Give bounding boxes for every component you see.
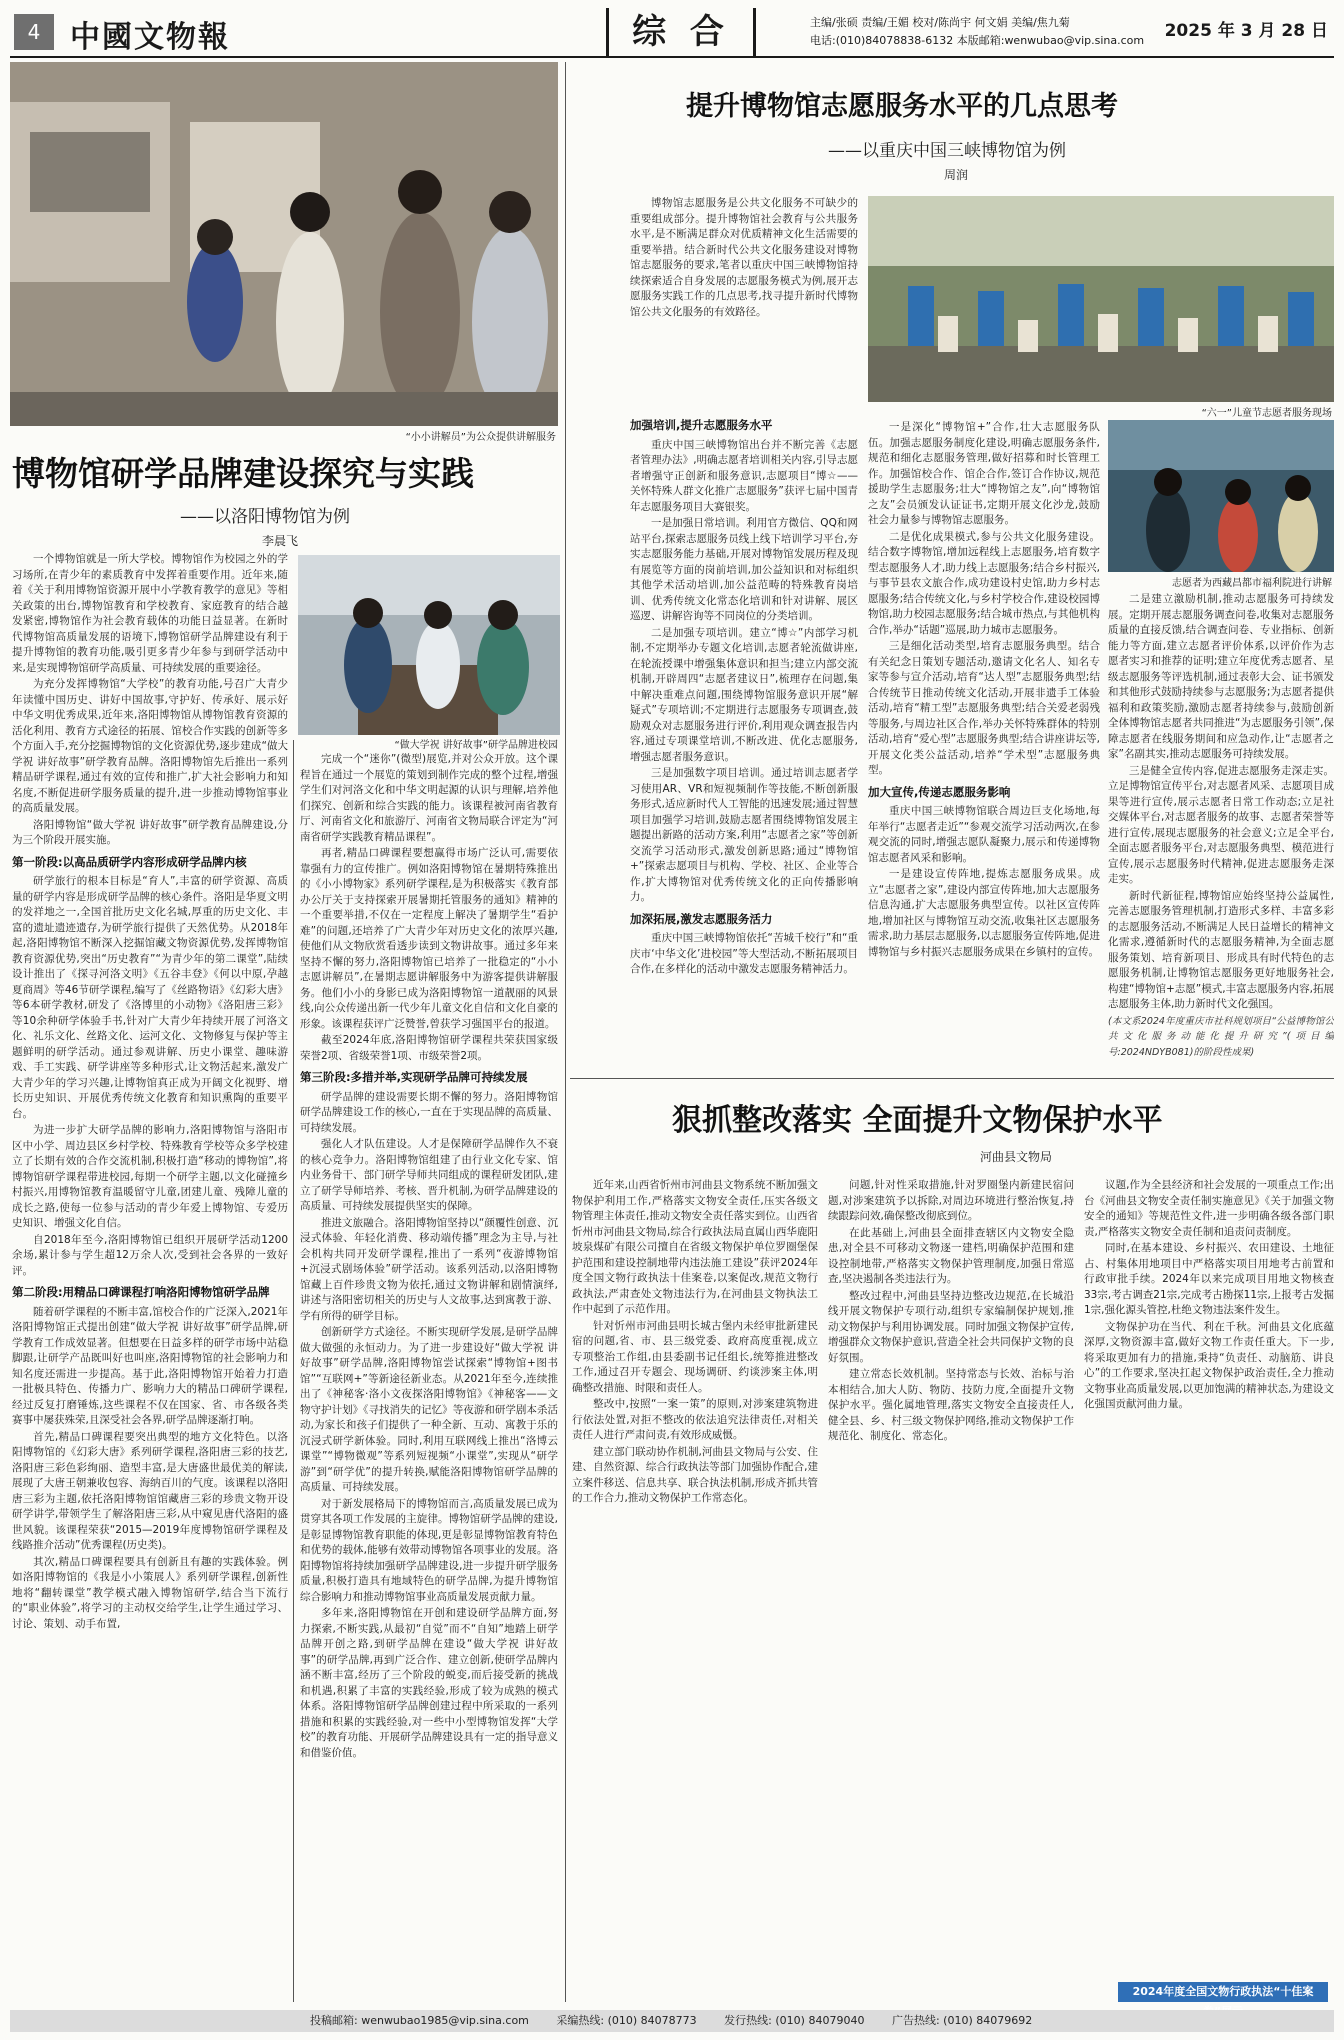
- article2-section2-paragraphs: [630, 931, 858, 978]
- article2-section1-paragraphs: [630, 438, 858, 906]
- paragraph: 整改过程中,河曲县坚持边整改边规范,在长城沿线开展文物保护专项行动,组织专家编制保护规划,推动文物保护与利用协调发展。同时加强文物保护宣传,增强群众文物保护意识,营造全社会共同保护文物的良好氛围。: [828, 1289, 1074, 1364]
- lead-photo-caption: “小小讲解员”为公众提供讲解服务: [405, 432, 556, 443]
- paragraph: 在此基础上,河曲县全面排查辖区内文物安全隐患,对全县不可移动文物逐一建档,明确保护范围和建设控制地带,严格落实文物保护管理制度,加强日常巡查,坚决遏制各类违法行为。: [828, 1226, 1074, 1285]
- article-divider-vertical: [565, 62, 566, 2002]
- paragraph: 再者,精品口碑课程要想赢得市场广泛认可,需要依靠强有力的宣传推广。例如洛阳博物馆在暑期特殊推出的《小小博物家》系列研学课程,是为积极落实《教育部办公厅关于支持探索开展暑期托管服务的通知》精神的一个重要举措,不仅在一定程度上解决了暑期学生“看护难”的问题,还培养了广大青少年对历史文化的浓厚兴趣,使他们从文物欣赏看透步读到文物讲故事。通过多年来坚持不懈的努力,洛阳博物馆已培养了一批稳定的“小小志愿讲解员”,在暑期志愿讲解服务中为游客提供讲解服务。他们小小的身影已成为洛阳博物馆一道靓丽的风景线,向公众传递出新一代少年儿童文化自信和文化自豪的形象。该课程获评广泛赞誉,曾获学习强国平台的报道。: [300, 847, 558, 1030]
- photo-childrens-day-volunteers: [868, 196, 1334, 402]
- article2-column-3: [1108, 592, 1334, 1072]
- article-divider-horizontal: [570, 1078, 1334, 1079]
- article1-author: 李晨飞: [262, 534, 299, 548]
- editors-line: 主编/张硕 责编/王媚 校对/陈尚宇 何文娟 美编/焦九菊: [810, 16, 1070, 29]
- paragraph: 创新研学方式途径。不断实现研学发展,是研学品牌做大做强的永恒动力。为了进一步建设好“做大学祝 讲好故事”研学品牌,洛阳博物馆尝试探索“博物馆+图书馆”“互联网+”等新途径新业态。从2021年至今,连续推出了《神秘客·洛小文夜探洛阳博物馆》《神秘客——文物守护计划》《寻找消失的记忆》等夜游和研学剧本杀活动,为家长和孩子们提供了一种全新、互动、寓教于乐的沉浸式研学新体验。同时,利用互联网线上推出“洛博云课堂”“博物微观”等系列短视频“小课堂”,实现从“研学游”到“研学优”的提升转换,赋能洛阳博物馆研学品牌的高质量、可持续发展。: [300, 1326, 558, 1493]
- article3-column-3: [1084, 1178, 1334, 1978]
- article3-col2-paragraphs: [828, 1178, 1074, 1445]
- volunteer-photo-illustration: [1108, 420, 1334, 572]
- article3-column-1: [572, 1178, 818, 2004]
- paragraph: 三是细化活动类型,培育志愿服务典型。结合有关纪念日策划专题活动,邀请文化名人、知名专家等参与宣介活动,培育“达人型”志愿服务典型;结合传统节日推动传统文化活动,开展非遗手工体验活动,培育“精工型”志愿服务典型;结合关爱老弱残等服务,与周边社区合作,举办关怀特殊群体的特别活动,培育“爱心型”志愿服务典型;结合讲座讲坛等,开展文化类公益活动,培养“学术型”志愿服务典型。: [868, 640, 1100, 776]
- paragraph: 博物馆志愿服务是公共文化服务不可缺少的重要组成部分。提升博物馆社会教育与公共服务水平,是不断满足群众对优质精神文化生活需要的重要举措。结合新时代公共文化服务建设对博物馆志愿服务的要求,笔者以重庆中国三峡博物馆持续探索适合自身发展的志愿服务模式为例,展开志愿服务实践工作的几点思考,找寻提升新时代博物馆公共文化服务的有效路径。: [630, 197, 858, 318]
- paragraph: 三是健全宣传内容,促进志愿服务走深走实。立足博物馆宣传平台,对志愿者风采、志愿项目成果等进行宣传,展示志愿者日常工作动态;立足社交媒体平台,对志愿者服务的故事、志愿者荣誉等进行宣传,展现志愿服务的社会意义;立足全平台,全面志愿者服务平台,对志愿服务典型、模范进行宣传,展示志愿服务时代精神,促进志愿服务走深走实。: [1108, 764, 1334, 885]
- article3-author: 河曲县文物局: [980, 1150, 1053, 1164]
- footer-distribution-hotline: 发行热线: (010) 84079040: [724, 2014, 865, 2027]
- paragraph: 洛阳博物馆“做大学祝 讲好故事”研学教育品牌建设,分为三个阶段开展实施。: [12, 818, 288, 846]
- paragraph: 整改中,按照“一案一策”的原则,对涉案建筑物进行依法处置,对拒不整改的依法追究法律责任,对相关责任人进行严肃问责,有效形成威慑。: [572, 1398, 818, 1441]
- paragraph: 对于新发展格局下的博物馆而言,高质量发展已成为贯穿其各项工作发展的主旋律。博物馆研学品牌的建设,是彰显博物馆教育职能的体现,更是彰显博物馆教育特色和优势的载体,能够有效带动博物馆各项事业的发展。洛阳博物馆将持续加强研学品牌建设,进一步提升研学服务质量,积极打造具有地域特色的研学品牌,为提升博物馆综合影响力和推动博物馆事业高质量发展贡献力量。: [300, 1497, 558, 1603]
- footer-submission-email: 投稿邮箱: wenwubao1985@vip.sina.com: [310, 2014, 529, 2027]
- article2-column-1: [630, 412, 858, 1072]
- paragraph: 推进文旅融合。洛阳博物馆坚持以“颜覆性创意、沉浸式体验、年轻化消费、移动端传播”理念为主导,与社会机构共同开发研学课程,推出了一系列“夜游博物馆+沉浸式剧场体验”研学活动。该系列活动,以洛阳博物馆藏上百件珍贵文物为依托,通过文物讲解和剧情演绎,讲述与洛阳密切相关的历史与人文故事,达到寓教于游、学有所得的研学目标。: [300, 1216, 558, 1322]
- article2-section3-paragraphs: [868, 804, 1100, 960]
- contact-line: 电话:(010)84078838-6132 本版邮箱:wenwubao@vip.sina.com: [810, 34, 1145, 47]
- article2-funding-note: (本文系2024年度重庆市社科规划项目“公益博物馆公共文化服务动能化提升研究”(项目编号:2024NDYB081)的阶段性成果): [1108, 1015, 1334, 1058]
- article1-column-1: [12, 552, 288, 2000]
- paragraph: 完成一个“迷你”(微型)展览,并对公众开放。这个课程旨在通过一个展览的策划到制作完成的整个过程,增强学生们对河洛文化和中华文明起源的认识与理解,培养他们探究、创新和综合实践的能力。该课程被河南省教育厅、河南省文化和旅游厅、河南省文物局联合评定为“河南省研学实践教育精品课程”。: [300, 753, 558, 843]
- photo-volunteer-explaining: [1108, 420, 1334, 572]
- footer-editorial-hotline: 采编热线: (010) 84078773: [556, 2014, 697, 2027]
- campus-photo-caption: “做大学祝 讲好故事”研学品牌进校园: [394, 740, 558, 751]
- paragraph: 建立部门联动协作机制,河曲县文物局与公安、住建、自然资源、综合行政执法等部门加强协作配合,建立案件移送、信息共享、联合执法机制,形成齐抓共管的工作合力,推动文物保护工作常态化。: [572, 1445, 818, 1504]
- paragraph: 重庆中国三峡博物馆出台并不断完善《志愿者管理办法》,明确志愿者培训相关内容,引导志愿者增强守正创新和服务意识,志愿项目“博☆——关怀特殊人群文化推广志愿服务”获评七届中国青年志愿服务项目大赛银奖。: [630, 438, 858, 513]
- article1-section3-heading: 第三阶段:多措并举,实现研学品牌可持续发展: [300, 1070, 528, 1084]
- award-badge: 2024年度全国文物行政执法“十佳案: [1118, 1982, 1328, 2002]
- page-header: [10, 8, 1334, 58]
- paragraph: 重庆中国三峡博物馆依托“苦城千校行”和“重庆市‘中华文化’进校园”等大型活动,不断拓展项目合作,在多样化的活动中激发志愿服务精神活力。: [630, 932, 858, 975]
- paragraph: 研学旅行的根本目标是“育人”,丰富的研学资源、高质量的研学内容是形成研学品牌的核心条件。洛阳是华夏文明的发祥地之一,全国首批历史文化名城,厚重的历史文化、丰富的遗址遗迹遗存,为研学旅行提供了天然优势。从2018年起,洛阳博物馆不断深入挖掘馆藏文物资源优势,发挥博物馆教育资源优势,突出“历史教育”“为青少年的第二课堂”,陆续设计推出了《探寻河洛文明》《五谷丰登》《何以中原,孕越夏商周》等46节研学课程,编写了《丝路物语》《幻彩大唐》等6本研学教材,研发了《洛博里的小动物》《洛阳唐三彩》等10余种研学体验手书,针对广大青少年持续开展了河洛文化、礼乐文化、丝路文化、运河文化、文物修复与保护等主题鲜明的研学活动。通过参观讲解、历史小课堂、趣味游戏、手工实践、研学讲座等多种形式,让文物活起来,激发广大青少年的学习兴趣,让博物馆真正成为开阔文化视野、增长历史知识、开展优秀传统文化教育和知识熏陶的重要平台。: [12, 875, 288, 1120]
- paragraph: 一个博物馆就是一所大学校。博物馆作为校园之外的学习场所,在青少年的素质教育中发挥着重要作用。近年来,随着《关于利用博物馆资源开展中小学教育教学的意见》等相关政策的出台,博物馆教育和学校教育、家庭教育的结合越发紧密,博物馆作为社会教育载体的功能日益显著。在新时代博物馆高质量发展的语境下,博物馆研学品牌建设有利于提升博物馆的教育功能,吸引更多青少年参与到研学活动中来,是实现博物馆研学高质量、可持续发展的重要途径。: [12, 553, 288, 674]
- article2-section2-continued: [868, 420, 1100, 779]
- article1-subtitle: ——以洛阳博物馆为例: [180, 507, 350, 527]
- paragraph: 文物保护功在当代、利在千秋。河曲县文化底蕴深厚,文物资源丰富,做好文物工作责任重大。下一步,将采取更加有力的措施,秉持“负责任、动脑筋、讲良心”的工作要求,坚决扛起文物保护政治责任,全力推动文物事业高质量发展,以更加饱满的精神状态,为建设文化强国贡献河曲力量。: [1084, 1320, 1334, 1410]
- article3-title: 狠抓整改落实 全面提升文物保护水平: [672, 1103, 1163, 1138]
- paragraph: 一是深化“博物馆+”合作,壮大志愿服务队伍。加强志愿服务制度化建设,明确志愿服务条件,规范和细化志愿服务管理,做好招募和时长管理工作。加强馆校合作、馆企合作,签订合作协议,规范援助学生志愿服务;壮大“博物馆之友”,向“博物馆之友”会员颁发认证证书,定期开展文化沙龙,鼓励社会力量参与博物馆志愿服务。: [868, 421, 1100, 526]
- editors-info: [810, 14, 1144, 50]
- paragraph: 多年来,洛阳博物馆在开创和建设研学品牌方面,努力探索,不断实践,从最初“自觉”而不“自知”地踏上研学品牌开创之路,到研学品牌在建设“做大学祝 讲好故事”的研学品牌,再到广泛合作、建立创新,使研学品牌内涵不断丰富,经历了三个阶段的蜕变,而后接受新的挑战和机遇,积累了丰富的实践经验,形成了较为成熟的模式体系。洛阳博物馆研学品牌创建过程中所采取的一系列措施和积累的实践经验,对一些中小型博物馆发挥“大学校”的教育功能、开展研学品牌建设具有一定的指导意义和借鉴价值。: [300, 1607, 558, 1759]
- article1-title: 博物馆研学品牌建设探究与实践: [12, 454, 474, 493]
- campus-photo-illustration: [298, 555, 560, 735]
- article2-author: 周润: [944, 168, 969, 182]
- paragraph: 强化人才队伍建设。人才是保障研学品牌作久不衰的核心竞争力。洛阳博物馆组建了由行业文化专家、馆内业务骨干、部门研学导师共同组成的课程研发团队,建立了研学导师培养、考核、晋升机制,为研学品牌建设的高质量、可持续发展提供坚实的保障。: [300, 1138, 558, 1212]
- article3-col1-paragraphs: [572, 1178, 818, 1507]
- paragraph: 三是加强数字项目培训。通过培训志愿者学习使用AR、VR和短视频制作等技能,不断创新服务形式,适应新时代人工智能的迅速发展;通过智慧项目加强学习培训,鼓励志愿者围绕博物馆发展主题提出新路的活动方案,利用“志愿者之家”等创新交流学习活动形式,激发创新思路;通过“博物馆+”探索志愿项目与机构、学校、社区、企业等合作,扩大博物馆对优秀传统文化的正向传播影响力。: [630, 767, 858, 903]
- lead-photo-museum-visitors: [10, 62, 558, 426]
- article1-column-2: [300, 752, 558, 2002]
- childrens-day-photo-illustration: [868, 196, 1334, 402]
- paragraph: 截至2024年底,洛阳博物馆研学课程共荣获国家级荣誉2项、省级荣誉1项、市级荣誉2项。: [300, 1034, 558, 1062]
- paragraph: 研学品牌的建设需要长期不懈的努力。洛阳博物馆研学品牌建设工作的核心,一直在于实现品牌的高质量、可持续发展。: [300, 1090, 558, 1134]
- article1-col1b-paragraphs: [12, 874, 288, 1279]
- paragraph: 随着研学课程的不断丰富,馆校合作的广泛深入,2021年洛阳博物馆正式提出创建“做大学祝 讲好故事”研学品牌,研学教育工作成效显著。但想要在日益多样的研学市场中站稳脚跟,让研学产品既叫好也叫座,洛阳博物馆的社会影响力和知名度还需进一步提高。基于此,洛阳博物馆开始着力打造一批极具特色、传播力广、影响力大的精品口碑研学课程,经过反复打磨锤炼,这些课程不仅在国家、省、市各级各类赛事中屡获殊荣,且深受社会各界,研学品牌逐渐打响。: [12, 1305, 288, 1426]
- childrens-day-photo-caption: “六一”儿童节志愿者服务现场: [1201, 408, 1332, 419]
- volunteer-photo-caption: 志愿者为西藏昌都市福利院进行讲解: [1172, 578, 1332, 589]
- photo-campus-program: [298, 555, 560, 735]
- section-title: 综 合: [606, 8, 756, 56]
- paragraph: 二是加强专项培训。建立“博☆”内部学习机制,不定期举办专题文化培训,志愿者轮流做讲座,在轮流授课中增强集体意识和担当;建立内部交流机制,开辟周四“志愿者建议日”,梳理存在问题,集中解决重难点问题,围绕博物馆服务意识开展“解疑式”专项培训;不定期进行志愿服务专项调查,鼓励观众对志愿服务进行评价,利用观众调查报告内容,通过专项课堂培训,不断改进、优化志愿服务,增强志愿者服务意识。: [630, 626, 858, 763]
- article2-section2-heading: 加深拓展,激发志愿服务活力: [630, 911, 773, 926]
- paragraph: 新时代新征程,博物馆应始终坚持公益属性,完善志愿服务管理机制,打造形式多样、丰富多彩的志愿服务活动,不断满足人民日益增长的精神文化需求,遵循新时代的志愿服务精神,为全面志愿服务策划、培育新项目、形成具有时代特色的志愿服务机制,让博物馆志愿服务更好地服务社会,构建“博物馆+志愿”模式,丰富志愿服务内容,拓展志愿服务主体,助力新时代文化强国。: [1108, 889, 1334, 1010]
- page-footer: [10, 2010, 1334, 2032]
- paragraph: 一是加强日常培训。利用官方微信、QQ和网站平台,探索志愿服务员线上线下培训学习平台,夯实志愿服务能力基础,开展对博物馆发展历程及现有展览等方面的岗前培训,加公益知识和对标组织其他学术活动培训,加公益范畴的特殊教育岗培训、优秀传统文化常态化培训和针对讲解、展区巡逻、讲解咨询等不同岗位的分类培训。: [630, 517, 858, 622]
- article2-title: 提升博物馆志愿服务水平的几点思考: [686, 91, 1118, 122]
- footer-ad-hotline: 广告热线: (010) 84079692: [891, 2014, 1033, 2027]
- article2-section3-heading: 加大宣传,传递志愿服务影响: [868, 784, 1011, 799]
- article3-column-2: [828, 1178, 1074, 2004]
- paragraph: 首先,精品口碑课程要突出典型的地方文化特色。以洛阳博物馆的《幻彩大唐》系列研学课程,洛阳唐三彩的技艺,洛阳唐三彩色彩绚丽、造型丰富,是大唐盛世最优美的解读,展现了大唐王朝兼收包容、海纳百川的气度。该课程以洛阳唐三彩为主题,依托洛阳博物馆馆藏唐三彩的珍贵文物开设研学讲学,带领学生了解洛阳唐三彩,从中窥见唐代洛阳的盛世风貌。该课程荣获“2015—2019年度博物馆研学课程及线路推介活动”优秀课程(历史类)。: [12, 1430, 288, 1551]
- article1-section1-heading: 第一阶段:以高品质研学内容形成研学品牌内核: [12, 854, 247, 869]
- issue-date: 2025 年 3 月 28 日: [1164, 21, 1328, 41]
- paragraph: 近年来,山西省忻州市河曲县文物系统不断加强文物保护利用工作,严格落实文物安全责任,压实各级文物管理主体责任,推动文物安全责任落实到位。山西省忻州市河曲县文物局,综合行政执法局直属山西华鹿阳坡泉煤矿有限公司擅自在省级文物保护单位罗圈堡保护范围和建设控制地带内违法施工建设”获评2024年度全国文物行政执法十佳案卷,以案促改,规范文物行政执法,严肃查处文物违法行为,在河曲县文物执法工作中起到了示范作用。: [572, 1179, 818, 1315]
- article2-intro-paragraphs: [630, 196, 858, 320]
- paragraph: 针对忻州市河曲县明长城古堡内未经审批新建民宿的问题,省、市、县三级党委、政府高度重视,成立专项整治工作组,由县委副书记任组长,统筹推进整改工作,通过召开专题会、现场调研、约谈涉案主体,明确整改措施、时限和责任人。: [572, 1319, 818, 1394]
- lead-photo-illustration: [10, 62, 558, 426]
- article1-col2-paragraphs: [300, 752, 558, 1064]
- article1-col1-paragraphs: [12, 552, 288, 849]
- masthead-logo: 中國文物報: [70, 20, 230, 55]
- paragraph: 问题,针对性采取措施,针对罗圈堡内新建民宿问题,对涉案建筑予以拆除,对周边环境进行整治恢复,持续跟踪问效,确保整改彻底到位。: [828, 1179, 1074, 1222]
- article2-intro: [630, 196, 858, 408]
- paragraph: 建立常态长效机制。坚持常态与长效、治标与治本相结合,加大人防、物防、技防力度,全面提升文物保护水平。强化属地管理,落实文物安全直接责任人,健全县、乡、村三级文物保护网络,推动文物保护工作规范化、制度化、常态化。: [828, 1368, 1074, 1442]
- article3-col3-paragraphs: [1084, 1178, 1334, 1413]
- paragraph: 为充分发挥博物馆“大学校”的教育功能,号召广大青少年读懂中国历史、讲好中国故事,守护好、传承好、展示好中华文明优秀成果,近年来,洛阳博物馆从博物馆教育资源的活化利用、教育方式途径的拓展、馆校合作实践的创新等多个方面入手,充分挖掘博物馆的文化资源优势,逐步建成“做大学祝 讲好故事”研学教育品牌。洛阳博物馆先后推出一系列精品研学课程,通过有效的宣传和推广,扩大社会影响力和知名度,不断促进研学服务质量的提升,进一步推动博物馆事业的高质量发展。: [12, 678, 288, 814]
- article1-col1c-paragraphs: [12, 1305, 288, 1633]
- page-number: 4: [14, 14, 54, 50]
- paragraph: 自2018年至今,洛阳博物馆已组织开展研学活动1200余场,累计参与学生超12万余人次,受到社会各界的一致好评。: [12, 1233, 288, 1277]
- paragraph: 议题,作为全县经济和社会发展的一项重点工作;出台《河曲县文物安全责任制实施意见》《关于加强文物安全的通知》等规范性文件,进一步明确各级各部门职责,严格落实文物安全责任制和追责问责制度。: [1084, 1179, 1334, 1238]
- paragraph: 其次,精品口碑课程要具有创新且有趣的实践体验。例如洛阳博物馆的《我是小小策展人》系列研学课程,创新性地将“翻转课堂”教学模式融入博物馆研学,结合当下流行的“职业体验”,将学习的主动权交给学生,让学生通过学习、讨论、策划、动手布置,: [12, 1555, 288, 1630]
- paragraph: 为进一步扩大研学品牌的影响力,洛阳博物馆与洛阳市区中小学、周边县区乡村学校、特殊教育学校等众多学校建立了长期有效的合作交流机制,积极打造“移动的博物馆”,将博物馆研学课程带进校园,每期一个研学主题,以文化碰撞乡村振兴,用博物馆教育温暖留守儿童,团建儿童、残障儿童的成长之路,使每一位参与活动的青少年爱上博物馆、专爱历史知识、增强文化自信。: [12, 1124, 288, 1229]
- paragraph: 二是建立激励机制,推动志愿服务可持续发展。定期开展志愿服务调查问卷,收集对志愿服务质量的直接反馈,结合调查问卷、专业指标、创新能力等方面,建立志愿者评价体系,以评价作为志愿者实习和推荐的证明;建立年度优秀志愿者、星级志愿服务等评选机制,通过表彰大会、证书颁发和其他形式鼓励持续参与志愿服务;为志愿者提供福利和政策奖励,激励志愿者持续参与,鼓励创新全体博物馆志愿者共同推进“为志愿服务引领”,保障志愿者在线服务期间和应急动作,让“志愿者之家”名副其实,推动志愿服务可持续发展。: [1108, 593, 1334, 760]
- article1-col2b-paragraphs: [300, 1090, 558, 1762]
- article1-section2-heading: 第二阶段:用精品口碑课程打响洛阳博物馆研学品牌: [12, 1285, 270, 1299]
- paragraph: 同时,在基本建设、乡村振兴、农田建设、土地征占、村集体用地项目中严格落实项目用地考古前置和行政审批手续。2024年以来完成项目用地文物核查33宗,考古调查21宗,完成考古勘探11宗,上报考古发掘1宗,强化源头管控,杜绝文物违法案件发生。: [1084, 1242, 1334, 1316]
- paragraph: 二是优化成果模式,参与公共文化服务建设。结合数字博物馆,增加远程线上志愿服务,培育数字型志愿服务人才,助力线上志愿服务;结合乡村振兴,与事节县农文旅合作,成功建设村史馆,助力乡村志愿服务;结合传统文化,与乡村学校合作,建设校园博物馆,助力校园志愿服务;结合城市热点,与其他机构合作,举办“话题”巡展,助力城市志愿服务。: [868, 530, 1100, 636]
- article2-section3-continued: [1108, 592, 1334, 1013]
- article2-subtitle: ——以重庆中国三峡博物馆为例: [828, 141, 1066, 161]
- column-divider: [293, 740, 294, 2002]
- paragraph: 重庆中国三峡博物馆联合周边巨支化场地,每年举行“志愿者走近”“参观交流学习活动两次,在参观交流的同时,增强志愿队凝聚力,展示和传递博物馆志愿者风采和影响。: [868, 805, 1100, 864]
- article2-column-2: [868, 420, 1100, 1072]
- paragraph: 一是建设宣传阵地,提炼志愿服务成果。成立“志愿者之家”,建设内部宣传阵地,加大志愿服务信息沟通,扩大志愿服务典型宣传。以社区宣传阵地,增加社区与博物馆互动交流,收集社区志愿服务需求,助力基层志愿服务,以志愿服务宣传阵地,促进博物馆与乡村振兴志愿服务成果在乡镇村的宣传。: [868, 868, 1100, 958]
- article2-section1-heading: 加强培训,提升志愿服务水平: [630, 418, 773, 432]
